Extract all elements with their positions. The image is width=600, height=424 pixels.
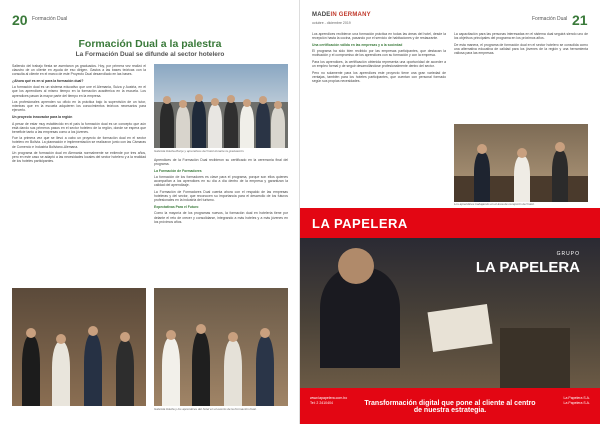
paragraph: Pero no solamente para los aprendices este proyecto tiene una gran variedad de ventajas, también para los hoteles participantes, que cuentan con personal formado según sus propias necesidades. — [312, 70, 446, 83]
section-label: Formación Dual — [32, 16, 68, 22]
paragraph: Los profesionales aprenden su oficio en la práctica bajo la supervisión de un tutor, mientras que en la escuela adquieren los conocimientos teóricos necesarios para ejercerlo. — [12, 100, 146, 113]
grupo-la-papelera-logo: GRUPO LA PAPELERA — [475, 251, 580, 276]
article-title: Formación Dual a la palestra — [78, 38, 222, 50]
subheading: ¿Ahora qué es en sí para la formación dual? — [12, 78, 84, 83]
facebook-link[interactable]: La Papelera S.A. — [563, 396, 590, 400]
ceremony-photo-right — [154, 288, 288, 406]
paragraph: La Formación de Formadores Dual cuenta ahora con el respaldo de las empresas hoteleras y del sector, que reconocen su importancia para el desarrollo de los futuros profesionales en la industria del turismo. — [154, 190, 288, 203]
ad-footer — [300, 388, 600, 424]
photo-caption: Los aprendices trabajando en el área de recepción del hotel. — [454, 202, 535, 206]
photo-caption: Gabriela Dávila-Monje y aprendices del hotel durante la graduación. — [154, 149, 245, 153]
paragraph: Saliendo del trabajo fiesta se asentaron ya graduados. Hoy, por primera vez realizó el claustro de un cliente en ayuda de eso dirigen. Gastos a las bases teóricas con la consulta al cliente en el marco de este Proyecto Dual desarrollado en las bases. — [12, 64, 146, 77]
ad-contact — [310, 396, 347, 406]
paragraph: De esta manera, el programa de formación dual en el sector hotelero se consolida como una alternativa educativa de calidad para los jóvenes de la región y una herramienta valiosa para las empresas. — [454, 42, 588, 55]
subheading: Una certificación válida en las empresas y a la sociedad — [312, 42, 403, 47]
section-label: Formación Dual — [532, 16, 568, 22]
article-column-4 — [454, 32, 588, 122]
paragraph: Fue la primera vez que se llevó a cabo un proyecto de formación dual en el sector hotelero en Bolivia. La planeación e implementación se realizaron junto con las Cámaras de Comercio e Industria Boliviano-Alemana. — [12, 136, 146, 149]
ad-photo — [300, 238, 600, 388]
ad-social — [564, 396, 590, 406]
la-papelera-logo: LA PAPELERA — [312, 216, 408, 231]
paragraph: Aprendices de la Formación Dual recibieron su certificado en la ceremonia final del programa. — [154, 158, 288, 167]
paragraph: La formación de los formadores es clave para el programa, porque son ellos quienes acompañan a los aprendices en su día a día dentro de la empresa y garantizan la calidad del aprendizaje. — [154, 175, 288, 188]
paragraph: Para los aprendices, la certificación obtenida representa una oportunidad de acceder a un empleo formal y de seguir desarrollándose profesionalmente dentro del sector. — [312, 59, 446, 69]
la-papelera-advertisement[interactable] — [300, 208, 600, 424]
paragraph: El programa ha sido bien recibido por las empresas participantes, que destacan la motivación y el compromiso de los aprendices con su formación y con la empresa. — [312, 49, 446, 58]
ad-website-link[interactable]: www.lapapelera.com.bo — [310, 396, 348, 400]
magazine-masthead: MADEIN GERMANY — [312, 12, 371, 18]
ceremony-photo-left — [12, 288, 146, 406]
article-column-1 — [12, 64, 146, 282]
page-number: 20 — [12, 12, 28, 28]
photo-caption: Gabriela Dávila y los aprendices del hotel en el evento de la Formación Dual. — [154, 407, 257, 411]
instagram-link[interactable]: La Papelera S.A. — [563, 401, 590, 405]
article-column-3 — [312, 32, 446, 168]
group-photo — [154, 64, 288, 148]
page-number: 21 — [572, 12, 588, 28]
paragraph: A pesar de estar muy establecido en el país la formación dual es un concepto que aún está dando sus primeros pasos en el sector hotelero de la región, donde se espera que beneficie tanto a las empresas como a los jóvenes. — [12, 121, 146, 134]
ad-banner — [300, 208, 600, 238]
paragraph: La capacitación para las personas interesadas en el sistema dual seguirá siendo uno de los objetivos principales del programa en los próximos años. — [454, 32, 588, 41]
subheading: Expectativas Para el Futuro — [154, 204, 199, 209]
issue-date: octubre - diciembre 2019 — [312, 21, 351, 25]
ad-phone: Tel: 2 2410404 — [310, 401, 333, 405]
ad-slogan: Transformación digital que pone al cliente al centro de nuestra estrategia. — [364, 400, 536, 414]
subheading: Un proyecto innovador para la región — [12, 114, 73, 119]
article-column-2 — [154, 158, 288, 282]
paragraph: Como la mayoría de los programas nuevos, la formación dual en hotelería tiene por delante el reto de crecer y consolidarse, integrando a más hoteles y a más jóvenes en los próximos años. — [154, 211, 288, 224]
right-page — [300, 0, 600, 424]
paragraph: Un programa de formación dual en Alemania normalmente se extiende por tres años, pero en este caso se adaptó a las necesidades locales del sector hotelero y a la realidad de los hoteles participantes. — [12, 151, 146, 164]
article-subtitle: La Formación Dual se difunde al sector hotelero — [75, 51, 225, 58]
paragraph: La formación dual es un sistema educativo que une el Alemania, Suiza y Austria, en el que los aprendices al mismo tiempo en la formación académica en la escuela. Los aprendices pasan la mayor parte del tiempo en la empresa. — [12, 85, 146, 98]
reception-photo — [454, 124, 588, 202]
paragraph: Los aprendices recibieron una formación práctica en todas las áreas del hotel, desde la recepción hasta la cocina, pasando por el servicio de habitaciones y de restaurante. — [312, 32, 446, 41]
subheading: La Formación de Formadores — [154, 168, 202, 173]
